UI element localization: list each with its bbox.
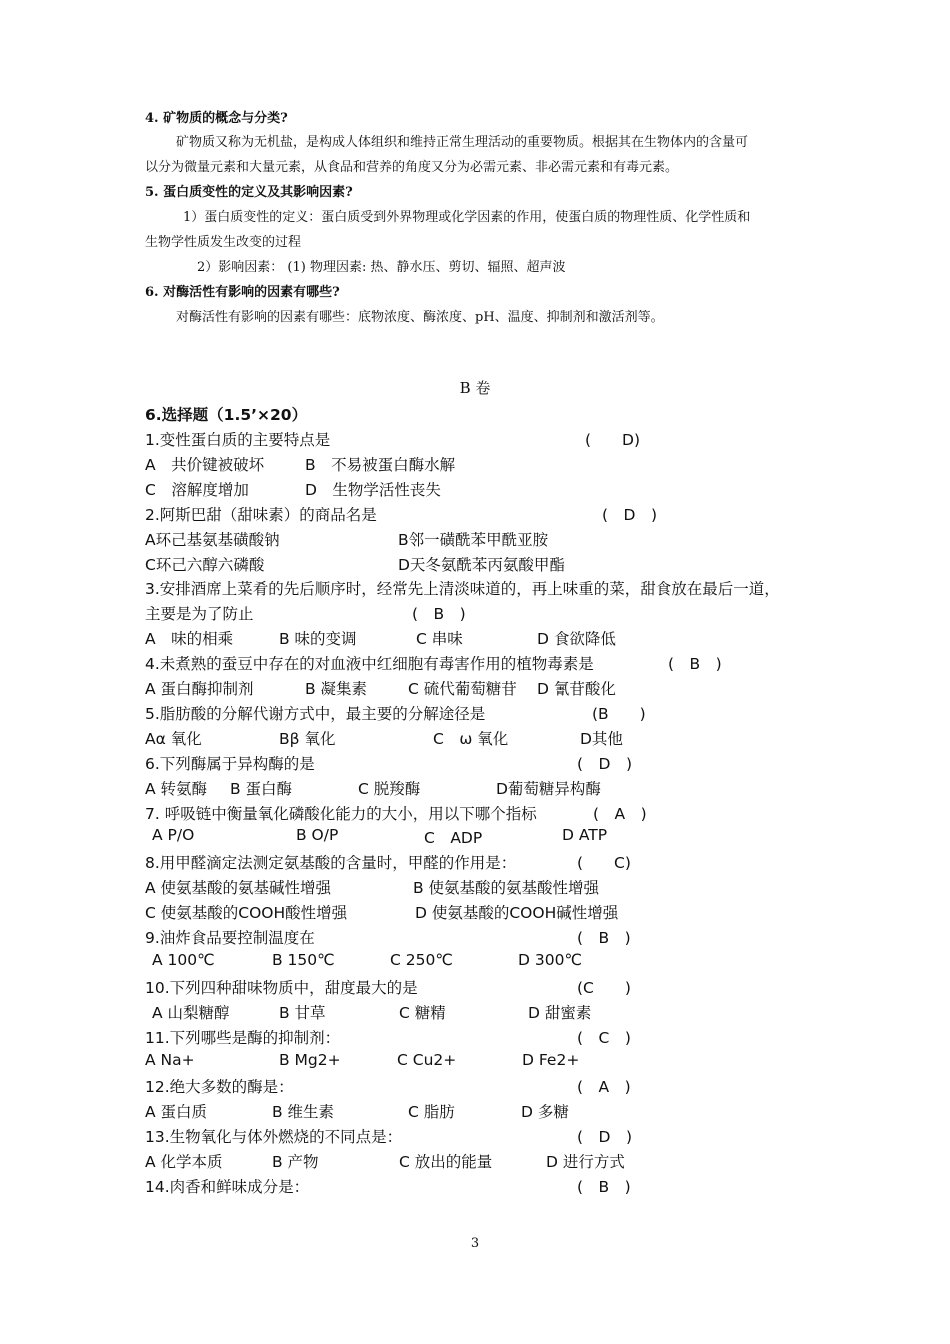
option-choice: C 脱羧酶 <box>358 779 421 798</box>
q6-answer-line: 对酶活性有影响的因素有哪些：底物浓度、酶浓度、pH、温度、抑制剂和激活剂等。 <box>176 310 664 325</box>
answer-mark: (C ) <box>577 978 631 997</box>
option-choice: A 化学本质 <box>145 1153 223 1172</box>
option-choice: A 转氨酶 <box>145 779 208 798</box>
option-choice: A 共价键被破坏 <box>145 455 265 474</box>
option-choice: A 味的相乘 <box>145 630 234 649</box>
option-choice: B 产物 <box>272 1153 319 1172</box>
option-choice: C 糖精 <box>399 1003 446 1022</box>
option-choice: A 山梨糖醇 <box>152 1003 230 1022</box>
question-stem: 12.绝大多数的酶是： <box>145 1078 294 1097</box>
answer-mark: ( B ) <box>577 929 631 947</box>
option-choice: Bβ 氧化 <box>279 729 336 748</box>
answer-mark: ( D ) <box>577 754 633 773</box>
answer-mark: ( D ) <box>602 505 658 524</box>
option-choice: C ω 氧化 <box>433 729 509 748</box>
option-choice: A 100℃ <box>152 950 215 969</box>
option-choice: C Cu2+ <box>397 1050 457 1069</box>
question-stem: 5.脂肪酸的分解代谢方式中，最主要的分解途径是 <box>145 704 486 723</box>
option-choice: B邻一磺酰苯甲酰亚胺 <box>398 530 549 549</box>
option-choice: D天冬氨酰苯丙氨酸甲酯 <box>398 555 565 574</box>
q5-answer-line: 2）影响因素： (1) 物理因素: 热、静水压、剪切、辐照、超声波 <box>197 260 566 275</box>
question-stem: 13.生物氧化与体外燃烧的不同点是： <box>145 1128 403 1147</box>
question-stem: 主要是为了防止 <box>145 605 254 624</box>
question-stem: 10.下列四种甜味物质中，甜度最大的是 <box>145 978 418 997</box>
q5-title: 5. 蛋白质变性的定义及其影响因素? <box>145 185 353 200</box>
question-stem: 3.安排酒席上菜肴的先后顺序时，经常先上清淡味道的，再上味重的菜，甜食放在最后一道， <box>145 580 780 599</box>
option-choice: C 放出的能量 <box>399 1153 493 1172</box>
question-stem: 8.用甲醛滴定法测定氨基酸的含量时，甲醛的作用是： <box>145 854 517 873</box>
option-choice: B O/P <box>296 826 339 845</box>
option-choice: D 300℃ <box>518 950 582 969</box>
option-choice: C 串味 <box>416 630 463 649</box>
option-choice: B 凝集素 <box>305 680 368 698</box>
option-choice: D 使氨基酸的COOH碱性增强 <box>415 904 619 923</box>
q4-answer-line: 矿物质又称为无机盐，是构成人体组织和维持正常生理活动的重要物质。根据其在生物体内的含量可 <box>176 135 749 150</box>
option-choice: D ATP <box>562 826 608 845</box>
answer-mark: ( B ) <box>412 605 466 624</box>
option-choice: A P/O <box>152 826 195 845</box>
option-choice: D 食欲降低 <box>537 630 616 649</box>
section-title: 6.选择题（1.5’×20） <box>145 406 308 424</box>
q4-answer-line: 以分为微量元素和大量元素，从食品和营养的角度又分为必需元素、非必需元素和有毒元素。 <box>145 160 679 175</box>
option-choice: B 甘草 <box>279 1003 326 1022</box>
q5-answer-line: 生物学性质发生改变的过程 <box>145 235 302 250</box>
question-stem: 11.下列哪些是酶的抑制剂： <box>145 1028 341 1047</box>
question-stem: 2.阿斯巴甜（甜味素）的商品名是 <box>145 505 377 524</box>
question-stem: 14.肉香和鲜味成分是： <box>145 1178 310 1196</box>
option-choice: D 生物学活性丧失 <box>305 480 441 499</box>
option-choice: D其他 <box>580 729 623 748</box>
option-choice: B 不易被蛋白酶水解 <box>305 455 456 474</box>
option-choice: B 味的变调 <box>279 630 357 649</box>
option-choice: Aα 氧化 <box>145 729 202 748</box>
option-choice: C 脂肪 <box>408 1103 455 1122</box>
answer-mark: ( B ) <box>668 655 722 674</box>
answer-mark: (B ) <box>592 704 646 723</box>
option-choice: C ADP <box>424 829 483 848</box>
question-stem: 9.油炸食品要控制温度在 <box>145 929 315 947</box>
answer-mark: ( B ) <box>577 1178 631 1196</box>
option-choice: D 氰苷酸化 <box>537 680 616 698</box>
option-choice: A环己基氨基磺酸钠 <box>145 530 280 549</box>
question-stem: 6.下列酶属于异构酶的是 <box>145 754 315 773</box>
page-number: 3 <box>470 1236 480 1251</box>
option-choice: A 蛋白酶抑制剂 <box>145 680 254 698</box>
option-choice: A Na+ <box>145 1050 195 1069</box>
option-choice: B 蛋白酶 <box>230 779 293 798</box>
option-choice: A 使氨基酸的氨基碱性增强 <box>145 879 332 898</box>
q4-title: 4. 矿物质的概念与分类? <box>145 111 288 126</box>
question-stem: 4.未煮熟的蚕豆中存在的对血液中红细胞有毒害作用的植物毒素是 <box>145 655 594 674</box>
option-choice: D 甜蜜素 <box>528 1003 592 1022</box>
option-choice: D Fe2+ <box>522 1050 580 1069</box>
option-choice: B 维生素 <box>272 1103 335 1122</box>
option-choice: D 进行方式 <box>546 1153 625 1172</box>
answer-mark: ( A ) <box>593 804 647 823</box>
option-choice: C环己六醇六磷酸 <box>145 555 265 574</box>
answer-mark: ( C) <box>577 854 631 873</box>
q5-answer-line: 1）蛋白质变性的定义：蛋白质受到外界物理或化学因素的作用，使蛋白质的物理性质、化学性质和 <box>183 210 751 225</box>
option-choice: B Mg2+ <box>279 1050 341 1069</box>
option-choice: C 硫代葡萄糖苷 <box>408 680 517 698</box>
answer-mark: ( D) <box>585 431 641 449</box>
option-choice: D 多糖 <box>521 1103 569 1122</box>
answer-mark: ( A ) <box>577 1078 631 1097</box>
option-choice: C 溶解度增加 <box>145 480 249 499</box>
option-choice: C 使氨基酸的COOH酸性增强 <box>145 904 348 923</box>
question-stem: 1.变性蛋白质的主要特点是 <box>145 431 331 449</box>
option-choice: D葡萄糖异构酶 <box>496 779 601 798</box>
option-choice: B 使氨基酸的氨基酸性增强 <box>413 879 600 898</box>
option-choice: B 150℃ <box>272 950 335 969</box>
answer-mark: ( C ) <box>577 1028 631 1047</box>
option-choice: A 蛋白质 <box>145 1103 208 1122</box>
q6-title: 6. 对酶活性有影响的因素有哪些? <box>145 285 340 300</box>
part-b-title: B 卷 <box>459 379 491 397</box>
question-stem: 7. 呼吸链中衡量氧化磷酸化能力的大小，用以下哪个指标 <box>145 804 537 823</box>
option-choice: C 250℃ <box>390 950 453 969</box>
answer-mark: ( D ) <box>577 1128 633 1147</box>
